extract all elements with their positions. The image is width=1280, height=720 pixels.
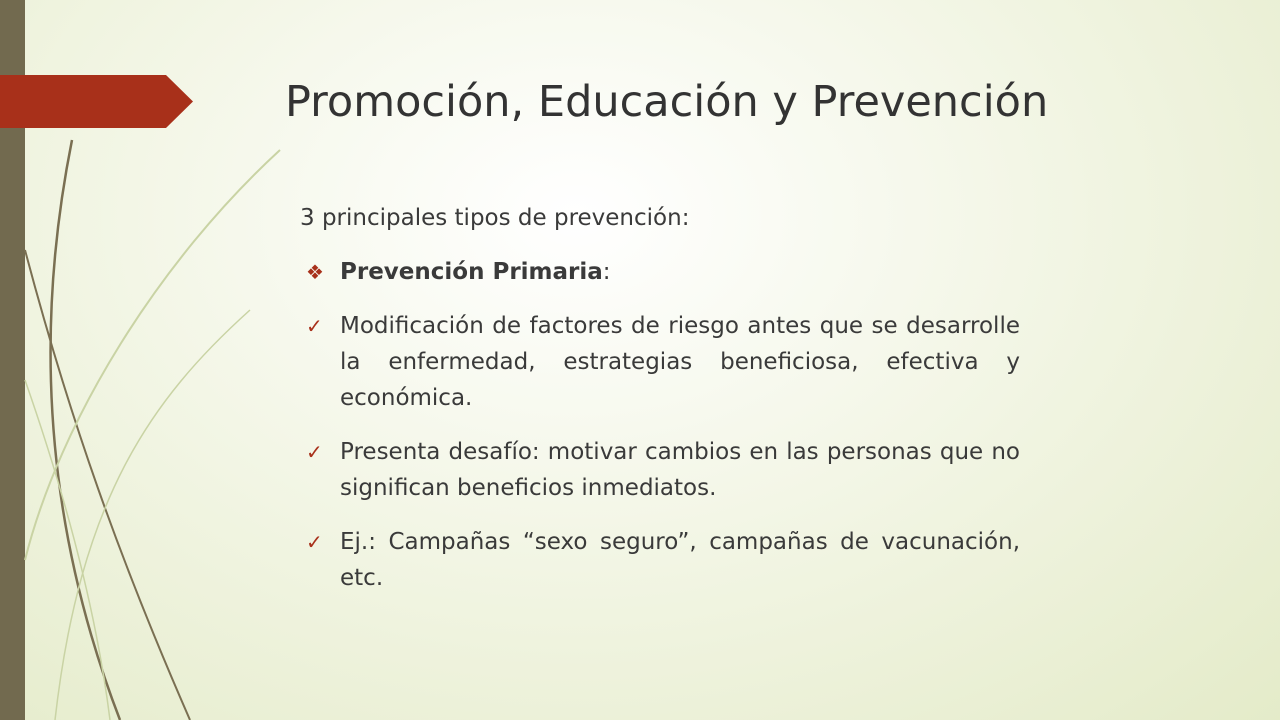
slide-title: Promoción, Educación y Prevención [285, 77, 1049, 127]
heading-suffix: : [602, 259, 611, 285]
checkmark-icon: ✓ [306, 440, 323, 464]
intro-text: 3 principales tipos de prevención: [300, 205, 690, 231]
bullet-text: Ej.: Campañas “sexo seguro”, campañas de vacunación, etc. [340, 529, 1020, 591]
title-arrow-shape [0, 75, 193, 128]
bullet-text: Modificación de factores de riesgo antes que se desarrolle la enfermedad, estrategias beneficiosa, efectiva y económica. [340, 313, 1020, 411]
slide-body [300, 200, 1020, 614]
list-item [300, 524, 1020, 596]
checkmark-icon: ✓ [306, 530, 323, 554]
diamond-bullet-icon: ❖ [306, 260, 324, 284]
bullet-text: Presenta desafío: motivar cambios en las personas que no significan beneficios inmediatos. [340, 439, 1020, 501]
list-item [300, 308, 1020, 416]
checkmark-icon: ✓ [306, 314, 323, 338]
list-item-heading [300, 254, 1020, 290]
heading-label: Prevención Primaria [340, 259, 603, 285]
list-item [300, 434, 1020, 506]
